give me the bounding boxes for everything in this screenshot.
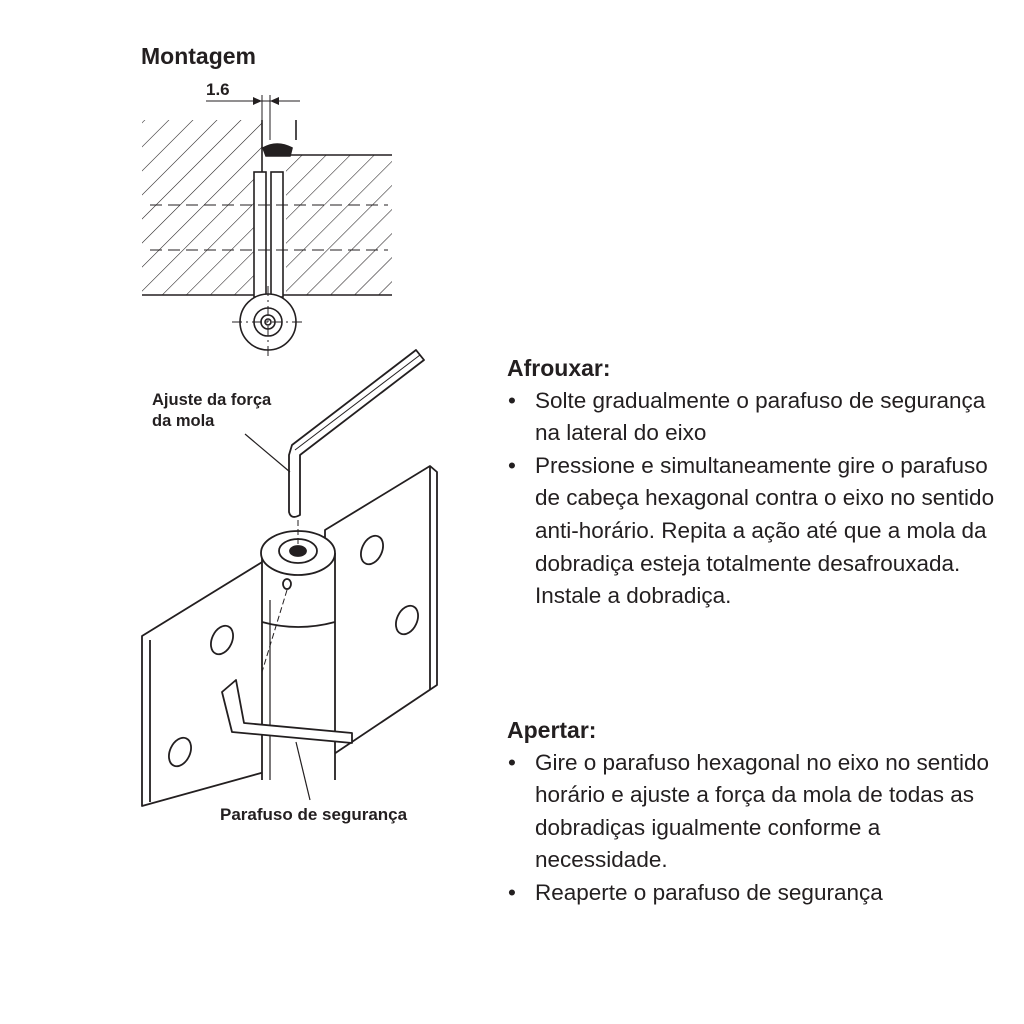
tighten-heading: Apertar: [507,717,597,743]
dimension-label: 1.6 [206,80,230,99]
loosen-list [507,385,1007,613]
hinge-cap [263,144,292,156]
hinge-barrel [262,553,335,780]
hinge-leaf-right [271,172,283,297]
hex-socket [290,546,306,556]
mounting-section [142,95,392,356]
set-screw-hole [283,579,291,589]
dimension-arrow-left [253,97,262,105]
hex-key-upper-edge [295,355,420,450]
tighten-section [507,714,1007,910]
dimension-arrow-right [270,97,279,105]
list-item: • Reaperte o parafuso de segurança [507,877,1007,910]
door-section [142,120,262,295]
list-item: • Gire o parafuso hexagonal no eixo no sentido horário e ajuste a força da mola de todas as dobradiças igualmente conforme a necessidade. [507,747,1007,877]
spring-leader [245,434,290,472]
loosen-section [507,352,1007,613]
mounting-title: Montagem [141,43,256,69]
frame-section [286,155,392,295]
list-item: • Solte gradualmente o parafuso de segurança na lateral do eixo [507,385,1007,450]
list-item: • Pressione e simultaneamente gire o parafuso de cabeça hexagonal contra o eixo no sentido anti-horário. Repita a ação até que a mola da dobradiça esteja totalmente desafrouxada. Instale a dobradiça. [507,450,1007,613]
spring-force-label: Ajuste da força da mola [152,391,272,430]
hinge-leaf-left [254,172,266,297]
hinge-leaf-left-3d [142,556,272,806]
hinge-leaf-right-3d [325,466,437,760]
loosen-heading: Afrouxar: [507,355,611,381]
set-screw-label: Parafuso de segurança [220,805,408,824]
tighten-list [507,747,1007,910]
